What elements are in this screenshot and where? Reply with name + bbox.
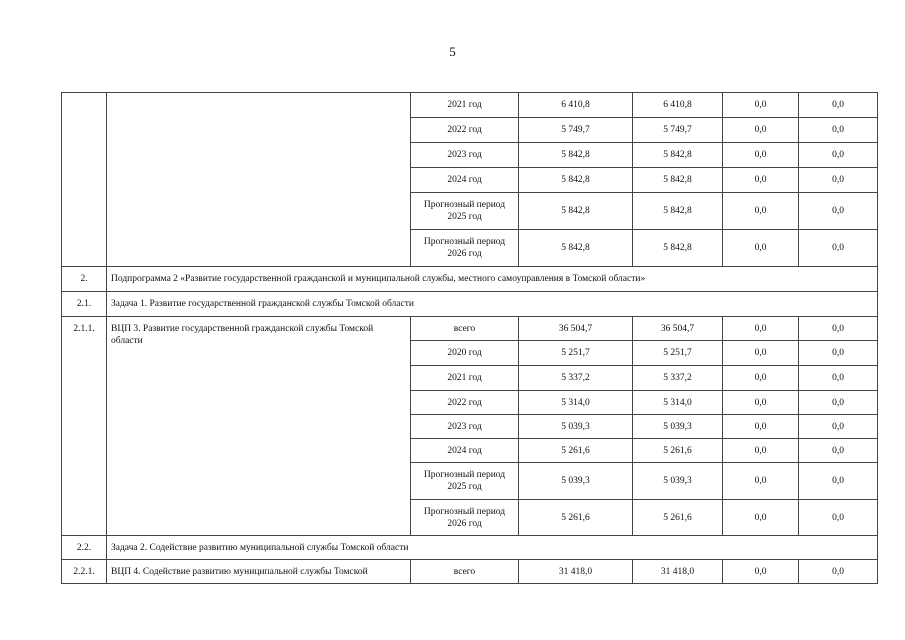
regional-cell: 6 410,8 <box>633 93 723 118</box>
local-cell: 0,0 <box>799 463 878 500</box>
year-cell: 2023 год <box>411 415 519 439</box>
program-name: ВЦП 3. Развитие государственной гражданской службы Томской области <box>107 317 411 536</box>
year-cell: Прогнозный период 2025 год <box>411 463 519 500</box>
total-cell: 5 261,6 <box>519 439 633 463</box>
total-cell: 36 504,7 <box>519 317 633 341</box>
federal-cell: 0,0 <box>723 560 799 584</box>
year-cell: 2022 год <box>411 118 519 143</box>
local-cell: 0,0 <box>799 193 878 230</box>
federal-cell: 0,0 <box>723 500 799 536</box>
total-cell: 5 842,8 <box>519 143 633 168</box>
federal-cell: 0,0 <box>723 317 799 341</box>
year-cell: 2020 год <box>411 341 519 366</box>
total-cell: 6 410,8 <box>519 93 633 118</box>
local-cell: 0,0 <box>799 118 878 143</box>
federal-cell: 0,0 <box>723 93 799 118</box>
regional-cell: 36 504,7 <box>633 317 723 341</box>
local-cell: 0,0 <box>799 341 878 366</box>
total-cell: 5 749,7 <box>519 118 633 143</box>
program-number: 2.2.1. <box>62 560 107 584</box>
federal-cell: 0,0 <box>723 230 799 267</box>
regional-cell: 5 749,7 <box>633 118 723 143</box>
regional-cell: 5 842,8 <box>633 230 723 267</box>
regional-cell: 5 314,0 <box>633 391 723 415</box>
year-cell: Прогнозный период 2025 год <box>411 193 519 230</box>
local-cell: 0,0 <box>799 93 878 118</box>
federal-cell: 0,0 <box>723 463 799 500</box>
federal-cell: 0,0 <box>723 415 799 439</box>
total-cell: 5 842,8 <box>519 168 633 193</box>
federal-cell: 0,0 <box>723 168 799 193</box>
year-cell: Прогнозный период 2026 год <box>411 230 519 267</box>
local-cell: 0,0 <box>799 500 878 536</box>
local-cell: 0,0 <box>799 366 878 391</box>
year-cell: всего <box>411 317 519 341</box>
subprogram-row <box>62 267 878 292</box>
year-cell: всего <box>411 560 519 584</box>
regional-cell: 5 842,8 <box>633 168 723 193</box>
regional-cell: 5 251,7 <box>633 341 723 366</box>
total-cell: 5 039,3 <box>519 415 633 439</box>
task-row <box>62 292 878 317</box>
subprogram-title: Подпрограмма 2 «Развитие государственной гражданской и муниципальной службы, местного самоуправления в Томской области» <box>107 267 878 292</box>
program-number: 2.1.1. <box>62 317 107 536</box>
financing-table <box>61 92 878 584</box>
regional-cell: 5 261,6 <box>633 500 723 536</box>
table-row <box>62 93 878 118</box>
total-cell: 5 842,8 <box>519 193 633 230</box>
year-cell: 2022 год <box>411 391 519 415</box>
table-row <box>62 560 878 584</box>
regional-cell: 31 418,0 <box>633 560 723 584</box>
regional-cell: 5 039,3 <box>633 463 723 500</box>
year-cell: 2024 год <box>411 439 519 463</box>
year-cell: Прогнозный период 2026 год <box>411 500 519 536</box>
total-cell: 31 418,0 <box>519 560 633 584</box>
federal-cell: 0,0 <box>723 143 799 168</box>
federal-cell: 0,0 <box>723 193 799 230</box>
local-cell: 0,0 <box>799 560 878 584</box>
table-row <box>62 317 878 341</box>
local-cell: 0,0 <box>799 415 878 439</box>
num-cell-empty <box>62 93 107 267</box>
local-cell: 0,0 <box>799 317 878 341</box>
total-cell: 5 842,8 <box>519 230 633 267</box>
year-cell: 2023 год <box>411 143 519 168</box>
regional-cell: 5 842,8 <box>633 193 723 230</box>
local-cell: 0,0 <box>799 391 878 415</box>
task-title: Задача 1. Развитие государственной гражданской службы Томской области <box>107 292 878 317</box>
year-cell: 2024 год <box>411 168 519 193</box>
year-cell: 2021 год <box>411 366 519 391</box>
task-number: 2.1. <box>62 292 107 317</box>
federal-cell: 0,0 <box>723 391 799 415</box>
local-cell: 0,0 <box>799 230 878 267</box>
task-row <box>62 536 878 560</box>
total-cell: 5 261,6 <box>519 500 633 536</box>
regional-cell: 5 842,8 <box>633 143 723 168</box>
total-cell: 5 337,2 <box>519 366 633 391</box>
regional-cell: 5 261,6 <box>633 439 723 463</box>
local-cell: 0,0 <box>799 439 878 463</box>
federal-cell: 0,0 <box>723 118 799 143</box>
task-number: 2.2. <box>62 536 107 560</box>
regional-cell: 5 337,2 <box>633 366 723 391</box>
regional-cell: 5 039,3 <box>633 415 723 439</box>
name-cell-empty <box>107 93 411 267</box>
task-title: Задача 2. Содействие развитию муниципальной службы Томской области <box>107 536 878 560</box>
federal-cell: 0,0 <box>723 439 799 463</box>
subprogram-number: 2. <box>62 267 107 292</box>
program-name: ВЦП 4. Содействие развитию муниципальной службы Томской <box>107 560 411 584</box>
year-cell: 2021 год <box>411 93 519 118</box>
page-number: 5 <box>449 44 456 59</box>
federal-cell: 0,0 <box>723 366 799 391</box>
local-cell: 0,0 <box>799 168 878 193</box>
total-cell: 5 039,3 <box>519 463 633 500</box>
total-cell: 5 314,0 <box>519 391 633 415</box>
federal-cell: 0,0 <box>723 341 799 366</box>
local-cell: 0,0 <box>799 143 878 168</box>
total-cell: 5 251,7 <box>519 341 633 366</box>
